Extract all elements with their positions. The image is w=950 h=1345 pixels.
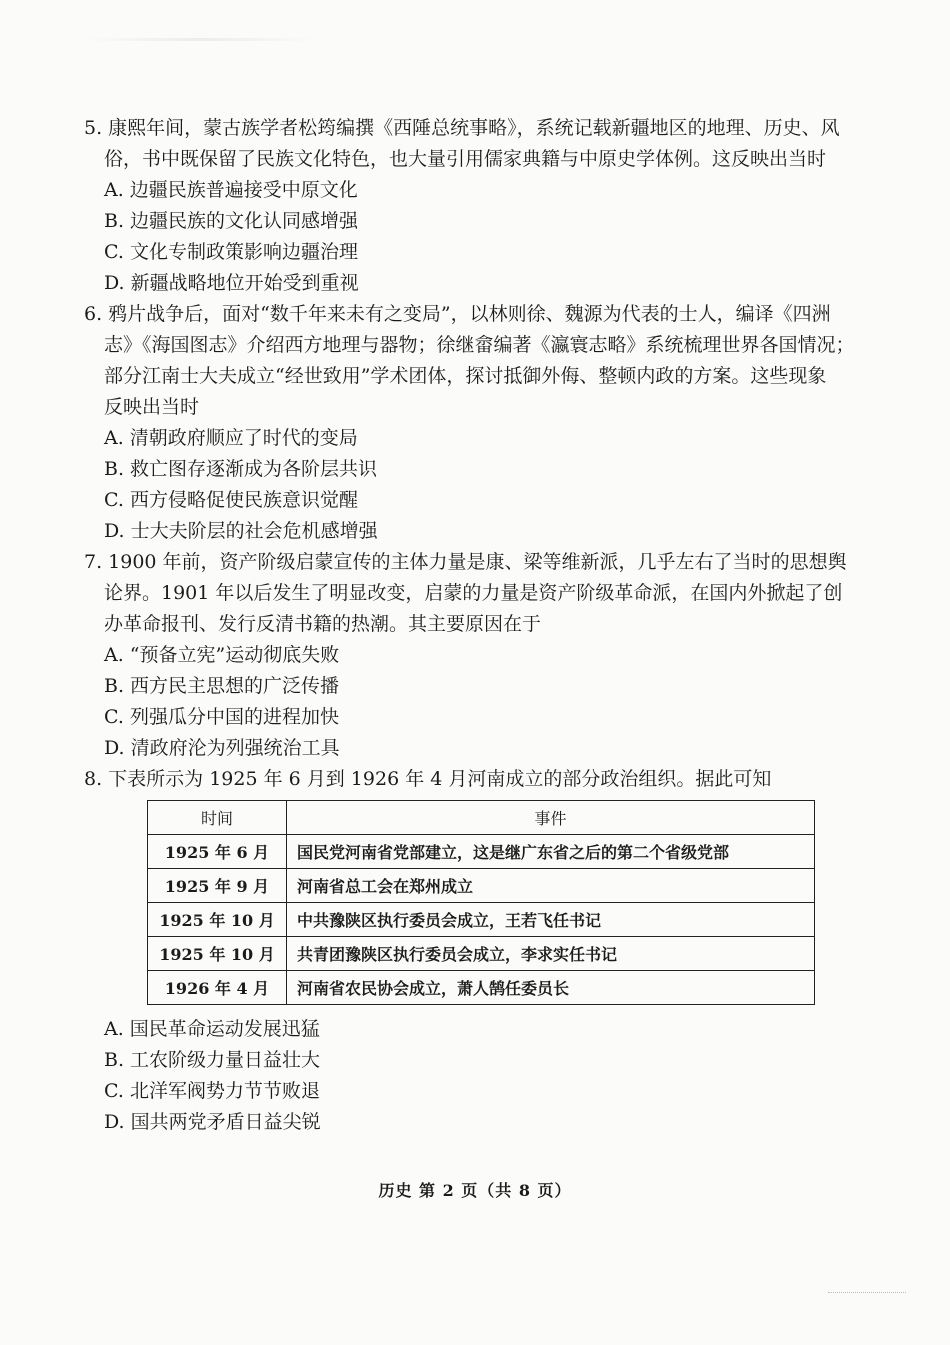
stem-line: 7. 1900 年前，资产阶级启蒙宣传的主体力量是康、梁等维新派，几乎左右了当时的思想舆	[84, 551, 847, 573]
row-time: 1926 年 4 月	[148, 971, 287, 1005]
column-header-time: 时间	[148, 801, 287, 835]
option-c: C. 西方侵略促使民族意识觉醒	[104, 489, 358, 511]
row-time: 1925 年 6 月	[148, 835, 287, 869]
stem-line: 志》《海国图志》介绍西方地理与器物；徐继畲编著《瀛寰志略》系统梳理世界各国情况；	[104, 334, 855, 356]
page-footer: 历史 第 2 页（共 8 页）	[378, 1181, 572, 1200]
question-5-stem	[84, 113, 874, 175]
row-event: 共青团豫陕区执行委员会成立，李求实任书记	[287, 937, 815, 971]
table-row	[148, 937, 815, 971]
question-6-stem	[84, 299, 874, 423]
row-event: 国民党河南省党部建立，这是继广东省之后的第二个省级党部	[287, 835, 815, 869]
question-6	[84, 299, 874, 547]
row-time: 1925 年 9 月	[148, 869, 287, 903]
question-7-stem	[84, 547, 874, 640]
table-row	[148, 971, 815, 1005]
option-d: D. 士大夫阶层的社会危机感增强	[104, 520, 378, 542]
table-row	[148, 869, 815, 903]
question-7	[84, 547, 874, 764]
option-c: C. 列强瓜分中国的进程加快	[104, 706, 339, 728]
option-a: A. 清朝政府顺应了时代的变局	[104, 427, 358, 449]
option-b: B. 工农阶级力量日益壮大	[104, 1049, 321, 1071]
table-row	[148, 835, 815, 869]
row-event: 河南省农民协会成立，萧人鹄任委员长	[287, 971, 815, 1005]
option-b: B. 边疆民族的文化认同感增强	[104, 210, 359, 232]
stem-line: 办革命报刊、发行反清书籍的热潮。其主要原因在于	[104, 613, 542, 635]
stem-line: 反映出当时	[104, 396, 200, 418]
row-time: 1925 年 10 月	[148, 937, 287, 971]
option-a: A. “预备立宪”运动彻底失败	[104, 644, 340, 666]
option-c: C. 文化专制政策影响边疆治理	[104, 241, 358, 263]
row-event: 河南省总工会在郑州成立	[287, 869, 815, 903]
question-5	[84, 113, 874, 299]
scan-mark	[828, 1292, 906, 1299]
stem-line: 5. 康熙年间，蒙古族学者松筠编撰《西陲总统事略》，系统记载新疆地区的地理、历史、风	[84, 117, 840, 139]
table-header-row	[148, 801, 815, 835]
stem-line: 8. 下表所示为 1925 年 6 月到 1926 年 4 月河南成立的部分政治组织。据此可知	[84, 768, 772, 790]
events-table	[147, 800, 815, 1005]
option-d: D. 国共两党矛盾日益尖锐	[104, 1111, 321, 1133]
option-c: C. 北洋军阀势力节节败退	[104, 1080, 320, 1102]
row-event: 中共豫陕区执行委员会成立，王若飞任书记	[287, 903, 815, 937]
stem-line: 俗，书中既保留了民族文化特色，也大量引用儒家典籍与中原史学体例。这反映出当时	[104, 148, 827, 170]
stem-line: 论界。1901 年以后发生了明显改变，启蒙的力量是资产阶级革命派，在国内外掀起了创	[104, 582, 843, 604]
option-d: D. 清政府沦为列强统治工具	[104, 737, 340, 759]
scan-smudge	[80, 38, 320, 41]
option-b: B. 救亡图存逐渐成为各阶层共识	[104, 458, 378, 480]
question-8-options	[84, 1014, 874, 1138]
option-b: B. 西方民主思想的广泛传播	[104, 675, 340, 697]
row-time: 1925 年 10 月	[148, 903, 287, 937]
question-8-stem	[84, 764, 874, 795]
table-row	[148, 903, 815, 937]
option-a: A. 国民革命运动发展迅猛	[104, 1018, 320, 1040]
question-8	[84, 764, 874, 795]
option-a: A. 边疆民族普遍接受中原文化	[104, 179, 358, 201]
stem-line: 部分江南士大夫成立“经世致用”学术团体，探讨抵御外侮、整顿内政的方案。这些现象	[104, 365, 827, 387]
option-d: D. 新疆战略地位开始受到重视	[104, 272, 359, 294]
stem-line: 6. 鸦片战争后，面对“数千年来未有之变局”，以林则徐、魏源为代表的士人，编译《四洲	[84, 303, 831, 325]
column-header-event: 事件	[287, 801, 815, 835]
